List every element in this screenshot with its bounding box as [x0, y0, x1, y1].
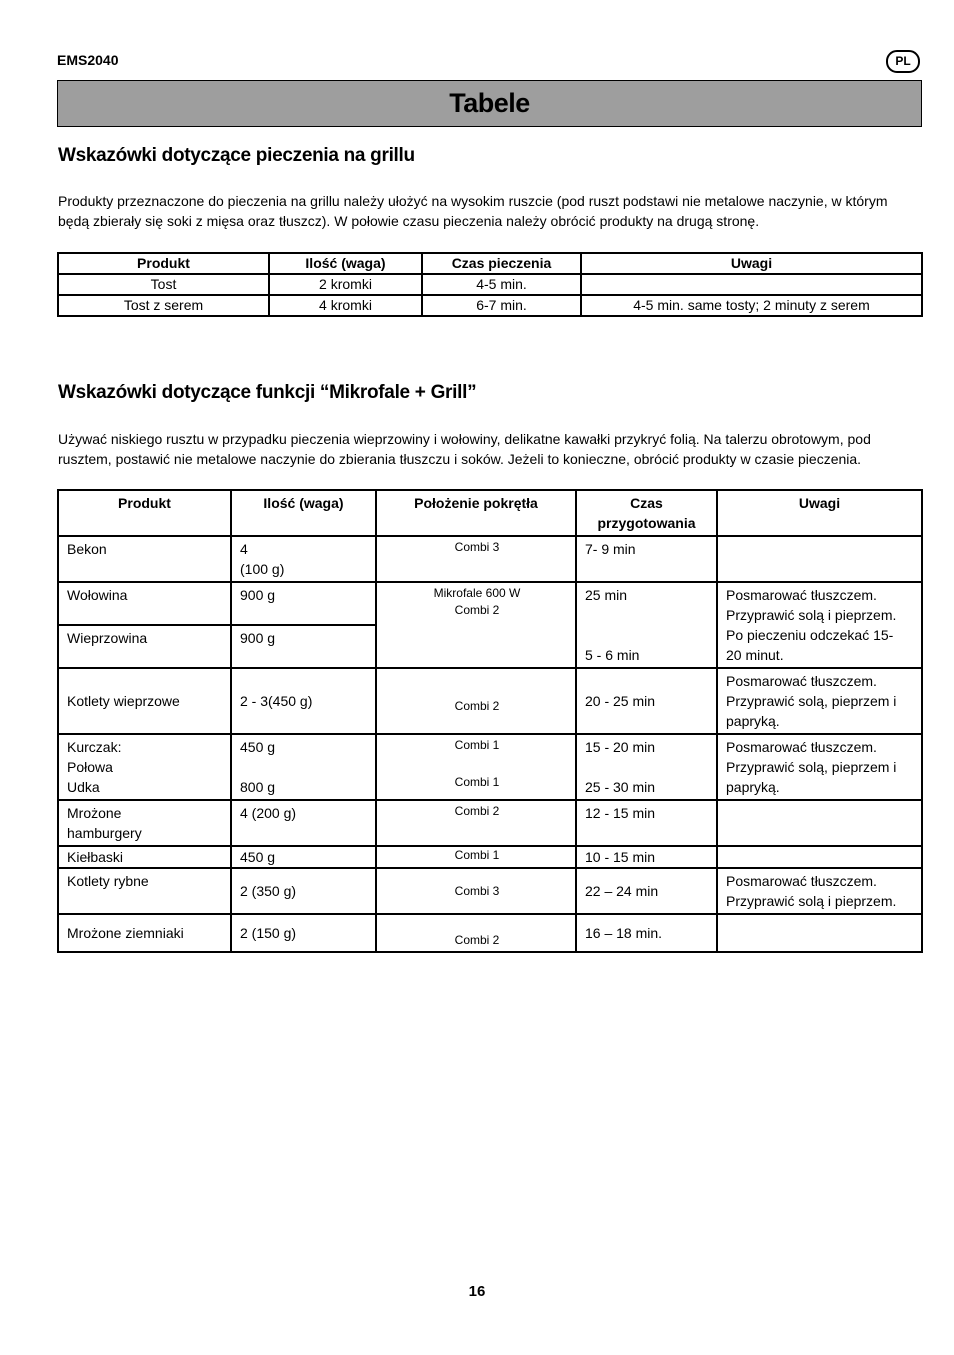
table-cell — [376, 582, 576, 668]
language-badge: PL — [886, 50, 920, 73]
table-cell: Bekon — [58, 536, 231, 582]
column-header: Uwagi — [581, 253, 922, 274]
column-header: Ilość (waga) — [269, 253, 422, 274]
cell-line: Mikrofale 600 W — [433, 586, 521, 600]
table-header-row — [58, 490, 922, 536]
table-row — [58, 536, 922, 582]
cell-line: Posmarować tłuszczem. — [726, 587, 877, 603]
table-cell — [376, 734, 576, 800]
table-cell — [717, 846, 922, 868]
table-row — [58, 295, 922, 316]
table-cell — [717, 582, 922, 668]
table-cell: 10 - 15 min — [576, 846, 717, 868]
table-cell: Tost z serem — [58, 295, 269, 316]
column-header: Produkt — [58, 253, 269, 274]
column-header: Czas pieczenia — [422, 253, 581, 274]
cell-line: Połowa — [67, 759, 113, 775]
grill-table — [57, 252, 923, 317]
page-number: 16 — [468, 1283, 486, 1300]
table-cell: 4 kromki — [269, 295, 422, 316]
table-row — [58, 668, 922, 734]
cell-line: Posmarować tłuszczem. — [726, 673, 877, 689]
table-cell: Tost — [58, 274, 269, 295]
table-cell — [717, 868, 922, 914]
table-cell: 900 g — [231, 582, 376, 625]
cell-line: Posmarować tłuszczem. — [726, 873, 877, 889]
combi-section-text: Używać niskiego rusztu w przypadku pieczenia wieprzowiny i wołowiny, delikatne kawałki przykryć folią. Na talerzu obrotowym, pod rusztem, postawić nie metalowe naczynie do zbierania tłuszczu i soków. Jeżeli to konieczne, obrócić produkty w czasie pieczenia. — [58, 431, 871, 467]
table-cell: 2 kromki — [269, 274, 422, 295]
table-cell — [717, 914, 922, 952]
table-cell: Kotlety rybne — [58, 868, 231, 914]
cell-line: Przyprawić solą i pieprzem. — [726, 607, 897, 623]
table-cell — [581, 274, 922, 295]
cell-line: papryką. — [726, 779, 780, 795]
table-cell: Combi 2 — [376, 800, 576, 846]
cell-line: 4 — [240, 541, 248, 557]
table-cell: 12 - 15 min — [576, 800, 717, 846]
table-cell — [58, 734, 231, 800]
table-cell: 900 g — [231, 625, 376, 668]
column-header — [576, 490, 717, 536]
table-cell: 22 – 24 min — [576, 868, 717, 914]
combi-section-heading: Wskazówki dotyczące funkcji “Mikrofale + Grill” — [58, 382, 477, 403]
table-cell: Combi 2 — [376, 914, 576, 952]
table-cell: 4-5 min. same tosty; 2 minuty z serem — [581, 295, 922, 316]
table-cell — [717, 734, 922, 800]
cell-line: Combi 1 — [454, 775, 500, 789]
cell-line: Posmarować tłuszczem. — [726, 739, 877, 755]
cell-line: Combi 2 — [454, 603, 500, 617]
table-row — [58, 868, 922, 914]
table-row — [58, 846, 922, 868]
page-title-text: Tabele — [449, 88, 530, 118]
table-cell: 4 (200 g) — [231, 800, 376, 846]
cell-line: Udka — [67, 779, 100, 795]
table-cell: 2 (150 g) — [231, 914, 376, 952]
column-header-line: przygotowania — [597, 515, 696, 531]
cell-line: (100 g) — [240, 561, 285, 577]
cell-line: 20 minut. — [726, 647, 784, 663]
model-number: EMS2040 — [57, 52, 119, 68]
cell-line: Przyprawić solą, pieprzem i — [726, 693, 897, 709]
table-cell — [717, 536, 922, 582]
cell-line: Po pieczeniu odczekać 15- — [726, 627, 894, 643]
cell-line: Przyprawić solą i pieprzem. — [726, 893, 897, 909]
table-cell: 6-7 min. — [422, 295, 581, 316]
table-cell — [717, 800, 922, 846]
table-row — [58, 582, 922, 625]
table-cell — [576, 582, 717, 668]
table-cell — [231, 734, 376, 800]
table-cell: Kotlety wieprzowe — [58, 668, 231, 734]
table-cell: 20 - 25 min — [576, 668, 717, 734]
table-row — [58, 274, 922, 295]
table-row — [58, 800, 922, 846]
table-cell: 7- 9 min — [576, 536, 717, 582]
table-cell — [58, 800, 231, 846]
column-header: Położenie pokrętła — [376, 490, 576, 536]
cell-line: 25 min — [585, 587, 628, 603]
table-row — [58, 734, 922, 800]
table-cell: 2 - 3(450 g) — [231, 668, 376, 734]
table-cell: Wołowina — [58, 582, 231, 625]
table-cell: Kiełbaski — [58, 846, 231, 868]
table-cell: Combi 3 — [376, 868, 576, 914]
table-cell: Combi 1 — [376, 846, 576, 868]
column-header: Ilość (waga) — [231, 490, 376, 536]
table-cell — [717, 668, 922, 734]
table-row — [58, 914, 922, 952]
cell-line: 5 - 6 min — [585, 647, 640, 663]
page-title — [57, 80, 922, 127]
column-header-line: Czas — [630, 495, 663, 511]
table-cell: Combi 2 — [376, 668, 576, 734]
cell-line: Mrożone — [67, 805, 122, 821]
cell-line: 800 g — [240, 779, 276, 795]
table-cell — [576, 734, 717, 800]
column-header: Uwagi — [717, 490, 922, 536]
cell-line: Combi 1 — [454, 738, 500, 752]
table-cell: Combi 3 — [376, 536, 576, 582]
table-cell: 4-5 min. — [422, 274, 581, 295]
table-header-row — [58, 253, 922, 274]
column-header: Produkt — [58, 490, 231, 536]
cell-line: Kurczak: — [67, 739, 122, 755]
table-cell: Wieprzowina — [58, 625, 231, 668]
table-cell — [231, 536, 376, 582]
grill-section-heading: Wskazówki dotyczące pieczenia na grillu — [58, 145, 415, 166]
cell-line: Przyprawić solą, pieprzem i — [726, 759, 897, 775]
grill-section-text: Produkty przeznaczone do pieczenia na grillu należy ułożyć na wysokim ruszcie (pod ruszt podstawi nie metalowe naczynie, w którym będą zbierały się soki z mięsa oraz tłuszcz). W połowie czasu pieczenia należy obrócić produkty na drugą stronę. — [58, 193, 888, 229]
combi-table — [57, 489, 923, 953]
cell-line: papryką. — [726, 713, 780, 729]
table-cell: Mrożone ziemniaki — [58, 914, 231, 952]
table-cell: 2 (350 g) — [231, 868, 376, 914]
cell-line: 25 - 30 min — [585, 779, 656, 795]
cell-line: hamburgery — [67, 825, 142, 841]
cell-line: 15 - 20 min — [585, 739, 656, 755]
cell-line: 450 g — [240, 739, 276, 755]
table-cell: 16 – 18 min. — [576, 914, 717, 952]
table-cell: 450 g — [231, 846, 376, 868]
